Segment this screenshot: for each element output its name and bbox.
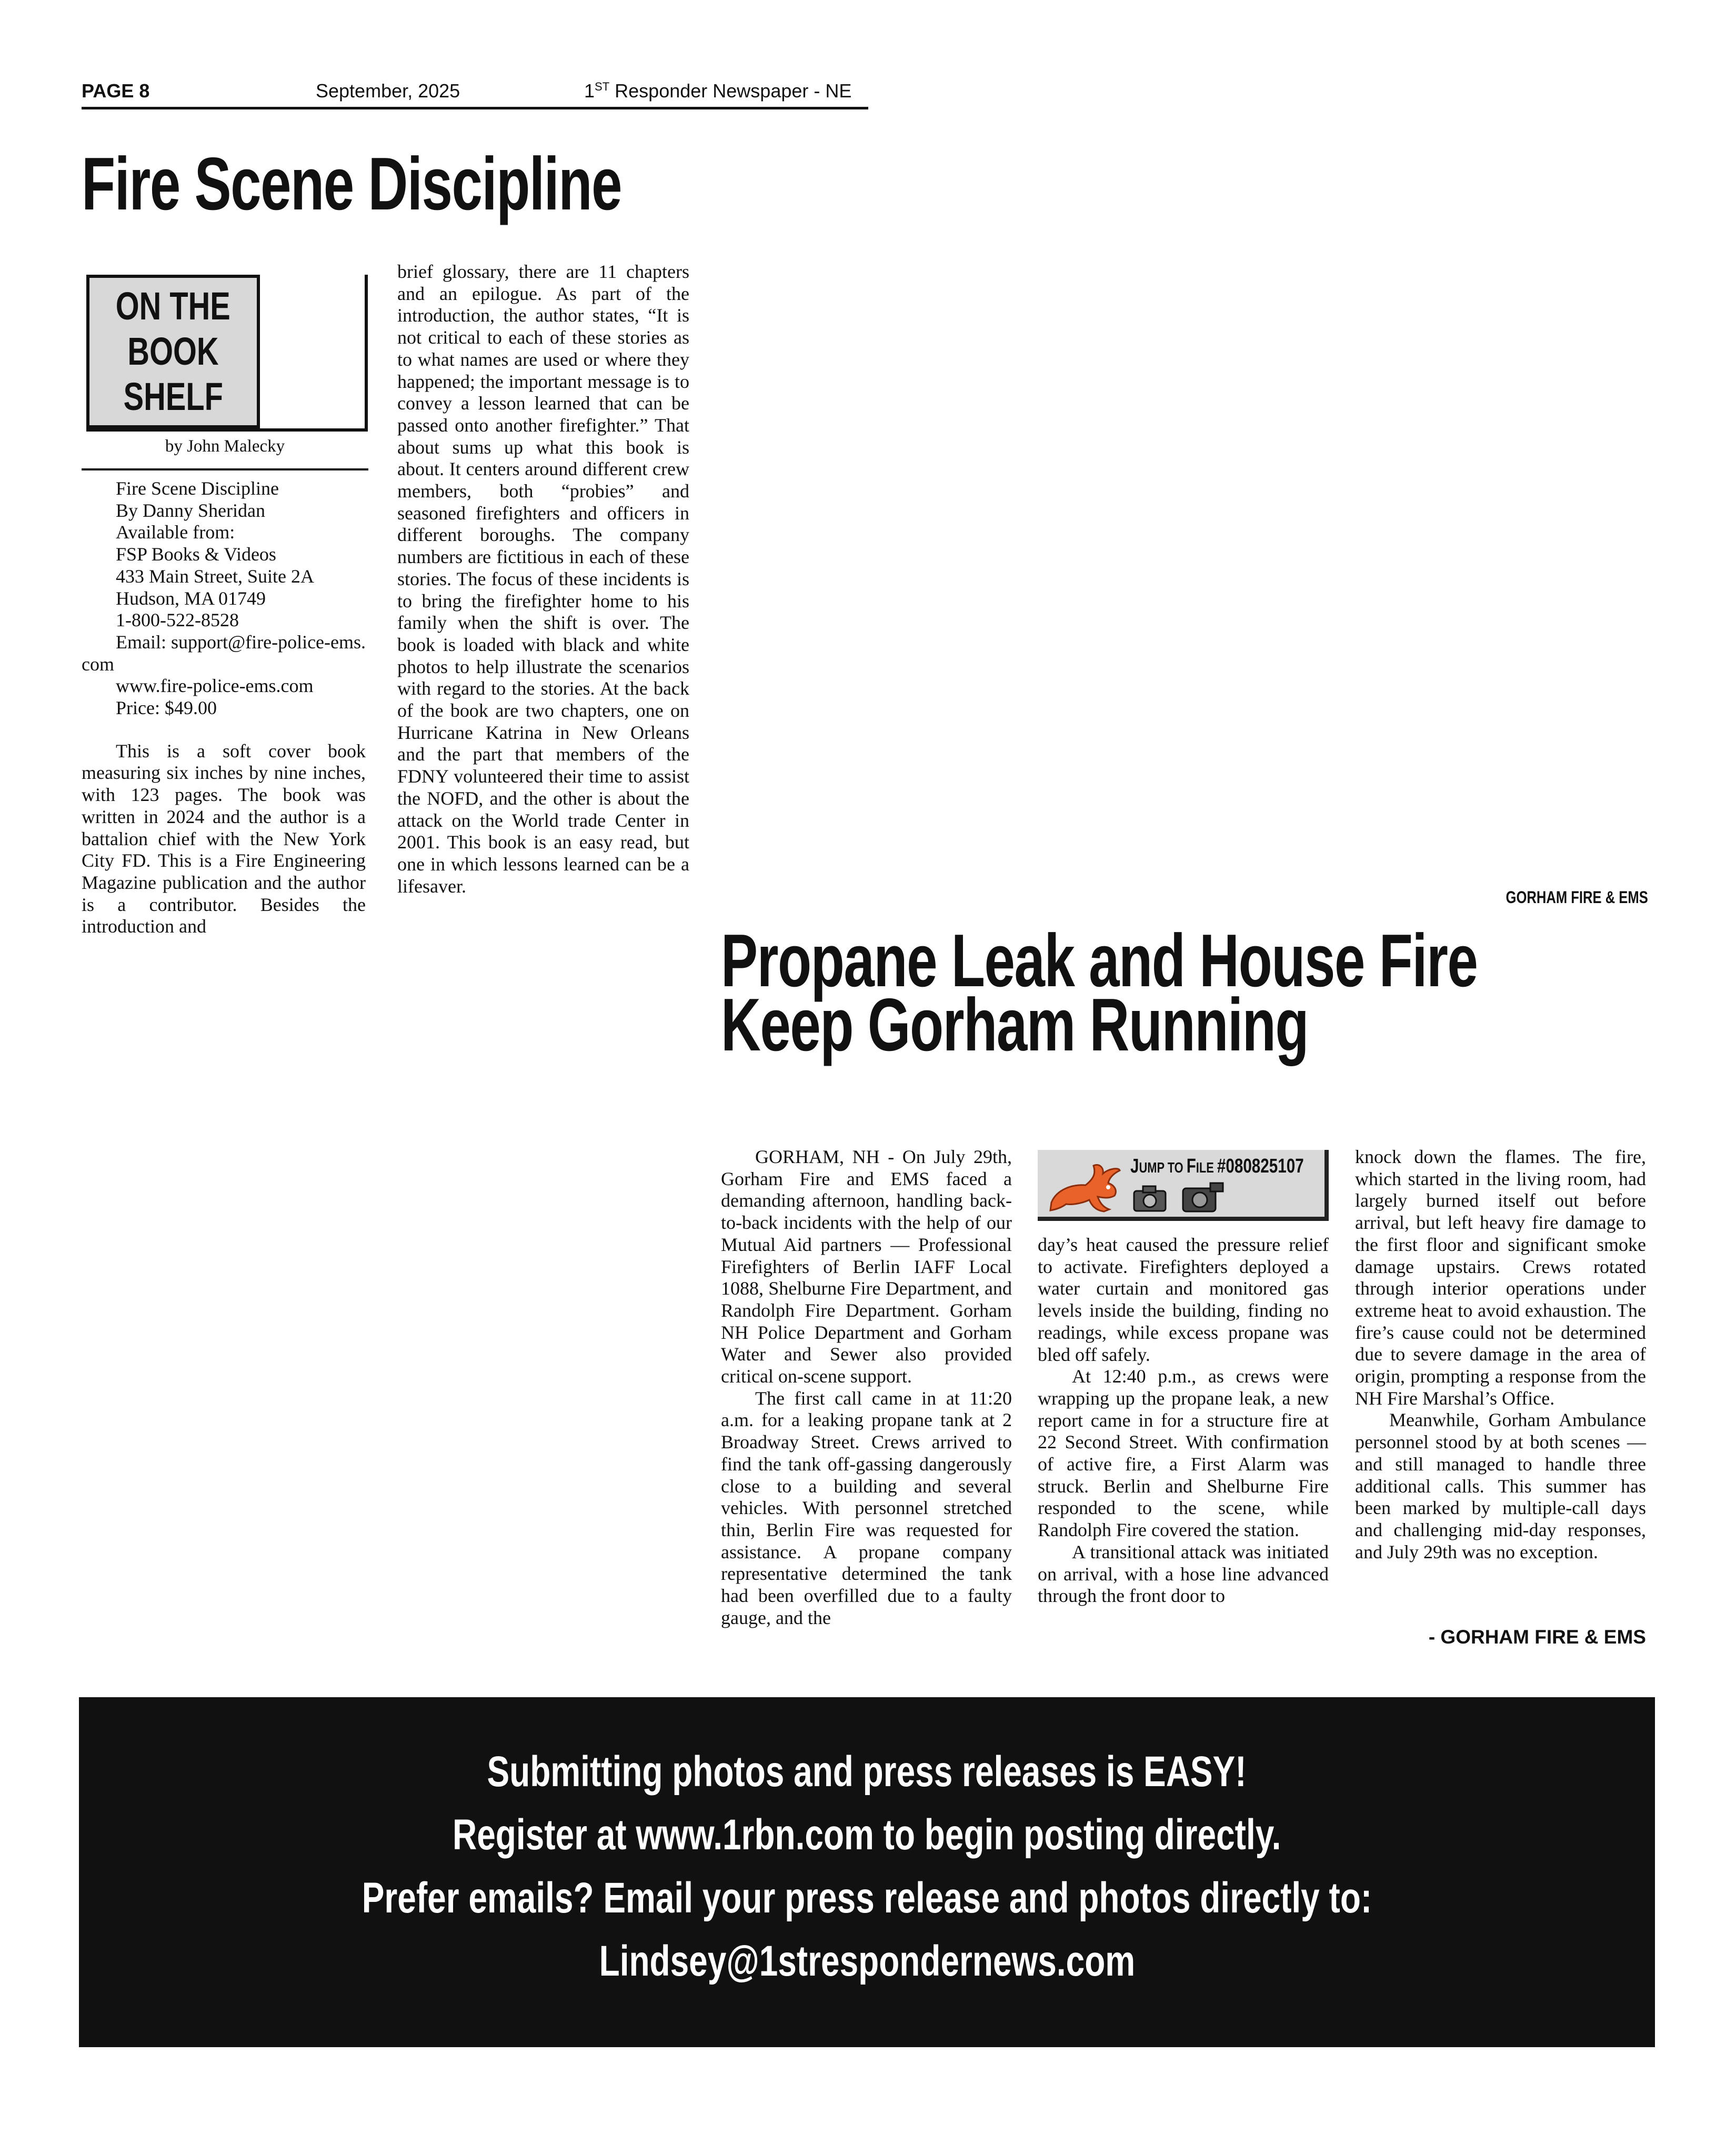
article-signature: - GORHAM FIRE & EMS <box>1428 1626 1646 1648</box>
byline-rule <box>82 468 368 470</box>
banner-email-link[interactable]: Lindsey@1strespondernews.com <box>599 1937 1135 1985</box>
file-letter: F <box>1186 1155 1196 1177</box>
gorham-column-3 <box>1355 1146 1646 1563</box>
book-price: Price: $49.00 <box>116 697 217 719</box>
body-paragraph: At 12:40 p.m., as crews were wrapping up the propane leak, a new report came in for a structure fire at 22 Second Street. With confirmation of active fire, a First Alarm was struck. Berlin and Shelburne Fire responded to the scene, while Randolph Fire covered the station. <box>1038 1366 1329 1541</box>
banner-line <box>79 1747 1655 1797</box>
body-paragraph: day’s heat caused the pressure relief to activate. Firefighters deployed a water curtain and monitored gas levels inside the building, finding no readings, while excess propane was bled off safely. <box>1038 1234 1329 1365</box>
body-paragraph: A transitional attack was initiated on arrival, with a hose line advanced through the front door to <box>1038 1541 1329 1607</box>
video-camera-icon <box>1179 1179 1226 1216</box>
banner-text: Prefer emails? Email your press release and photos directly to: <box>362 1874 1372 1922</box>
banner-text[interactable]: Register at www.1rbn.com to begin posting directly. <box>453 1811 1281 1859</box>
pub-superscript: ST <box>595 80 610 93</box>
body-paragraph: knock down the flames. The fire, which started in the living room, had largely burned itself out before arrival, but left heavy fire damage to the first floor and significant smoke damage upstairs. Crews rotated through interior operations under extreme heat to avoid exhaustion. The fire’s cause could not be determined due to severe damage in the area of origin, prompting a response from the NH Fire Marshal’s Office. <box>1355 1146 1646 1409</box>
byline: by John Malecky <box>165 437 285 456</box>
publisher-email[interactable]: Email: support@fire-police-ems.com <box>82 631 366 675</box>
body-paragraph: The first call came in at 11:20 a.m. for a leaking propane tank at 2 Broadway Street. Crews arrived to find the tank off-gassing dangerously close to a building and several vehicles. With personnel stretched thin, Berlin Fire was requested for assistance. A propane company representative determined the tank had been overfilled due to a faulty gauge, and the <box>721 1387 1012 1628</box>
gorham-column-2 <box>1038 1234 1329 1607</box>
submission-banner <box>79 1697 1655 2047</box>
banner-line <box>79 1810 1655 1860</box>
header-rule <box>82 107 868 109</box>
publication-name <box>584 80 851 102</box>
gorham-headline <box>721 919 1478 1067</box>
headline-line: Keep Gorham Running <box>721 983 1309 1067</box>
banner-line <box>79 1874 1655 1923</box>
headline-line: Propane Leak and House Fire <box>721 919 1478 1003</box>
banner-text: Submitting photos and press releases is EASY! <box>487 1748 1247 1796</box>
rabbit-icon <box>1041 1153 1130 1216</box>
body-paragraph: brief glossary, there are 11 chapters and an epilogue. As part of the introduction, the author states, “It is not critical to each of these stories as to what names are used or where they happened; the important message is to convey a lesson learned that can be passed onto another firefighter.” That about sums up what this book is about. It centers around different crew members, both “probies” and seasoned firefighters and officers in different boroughs. The company numbers are fictitious in each of these stories. The focus of these incidents is to bring the firefighter home to his family when the shift is over. The book is loaded with black and white photos to help illustrate the scenarios with regard to the stories. At the back of the book are two chapters, one on Hurricane Katrina in New Orleans and the part that members of the FDNY volunteered their time to assist the NOFD, and the other is about the attack on the World trade Center in 2001. This book is an easy read, but one in which lessons learned can be a lifesaver. <box>397 261 689 897</box>
publisher-city: Hudson, MA 01749 <box>116 587 266 609</box>
book-info <box>82 478 366 632</box>
column-box-line: SHELF <box>123 375 223 418</box>
body-paragraph: Meanwhile, Gorham Ambulance personnel stood by at both scenes — and still managed to handle three additional calls. This summer has been marked by multiple-call days and challenging mid-day responses, and July 29th was no exception. <box>1355 1409 1646 1562</box>
body-paragraph: GORHAM, NH - On July 29th, Gorham Fire and EMS faced a demanding afternoon, handling back-to-back incidents with the help of our Mutual Aid partners — Professional Firefighters of Berlin IAFF Local 1088, Shelburne Fire Department, and Randolph Fire Department. Gorham NH Police Department and Gorham Water and Sewer also provided critical on-scene support. <box>721 1146 1012 1387</box>
book-review-column-2 <box>397 261 689 897</box>
jump-letter: J <box>1130 1155 1139 1177</box>
pub-rest: Responder Newspaper - NE <box>609 80 852 102</box>
publisher-street: 433 Main Street, Suite 2A <box>116 565 314 587</box>
jump-file-number: #080825107 <box>1217 1155 1304 1177</box>
availability-label: Available from: <box>116 522 235 543</box>
issue-date: September, 2025 <box>316 80 460 102</box>
publisher-phone: 1-800-522-8528 <box>116 609 239 631</box>
gorham-column-1 <box>721 1146 1012 1629</box>
column-box-line: ON THE <box>115 284 231 328</box>
jump-prefix: UMP TO <box>1139 1159 1187 1176</box>
page-number: PAGE 8 <box>82 80 150 102</box>
pub-ordinal: 1 <box>584 80 595 102</box>
body-paragraph: This is a soft cover book measuring six inches by nine inches, with 123 pages. The book was written in 2024 and the author is a battalion chief with the New York City FD. This is a Fire Engineering Magazine publication and the author is a contributor. Besides the introduction and <box>82 740 366 937</box>
publisher-website[interactable]: www.fire-police-ems.com <box>116 675 314 697</box>
book-author: By Danny Sheridan <box>116 499 265 521</box>
file-prefix: ILE <box>1196 1159 1217 1176</box>
camera-icon <box>1131 1183 1168 1215</box>
book-review-column-1 <box>82 478 366 938</box>
column-box-line: BOOK <box>127 329 219 373</box>
jump-to-file-label[interactable] <box>1130 1155 1304 1178</box>
on-the-book-shelf-box <box>86 275 260 428</box>
banner-line <box>79 1937 1655 1986</box>
book-review-headline: Fire Scene Discipline <box>82 142 621 226</box>
book-title: Fire Scene Discipline <box>116 478 279 499</box>
publisher-name: FSP Books & Videos <box>116 544 276 565</box>
article-kicker: GORHAM FIRE & EMS <box>1506 888 1648 907</box>
